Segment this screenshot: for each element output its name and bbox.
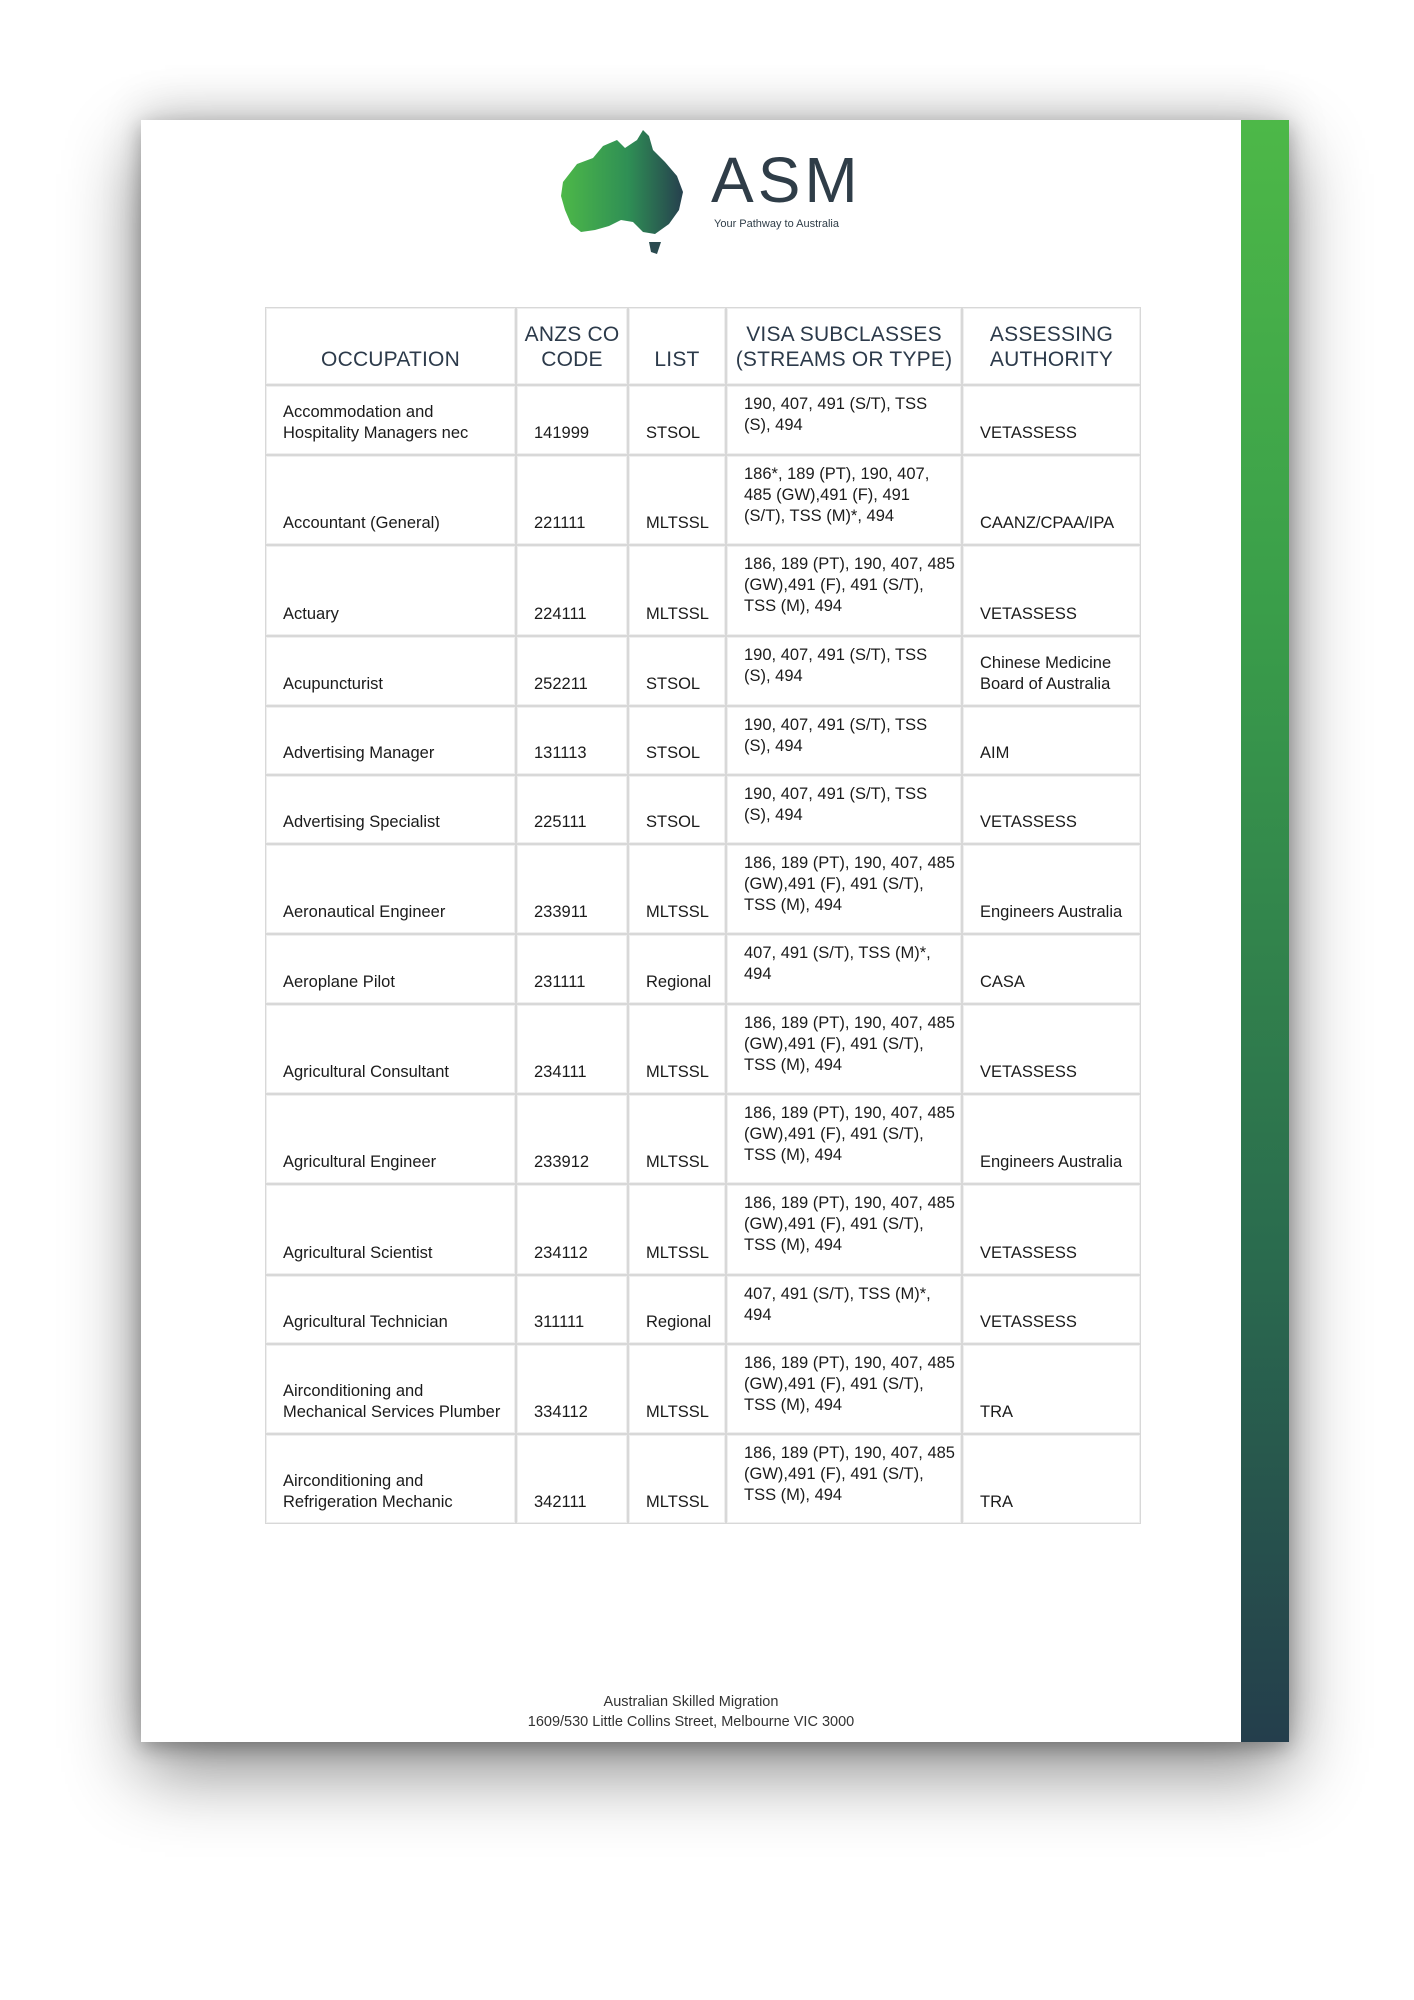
cell-code: 234112: [516, 1184, 628, 1275]
footer-address: 1609/530 Little Collins Street, Melbourne VIC 3000: [527, 1714, 855, 1730]
header-list: LIST: [628, 307, 726, 385]
table-row: [265, 775, 1141, 844]
asm-logo: [533, 124, 873, 278]
cell-occupation: Actuary: [265, 545, 516, 636]
cell-visa: 186, 189 (PT), 190, 407, 485 (GW),491 (F), 491 (S/T), TSS (M), 494: [726, 1184, 962, 1275]
cell-list: MLTSSL: [628, 1094, 726, 1184]
cell-code: 224111: [516, 545, 628, 636]
cell-code: 225111: [516, 775, 628, 844]
cell-visa: 190, 407, 491 (S/T), TSS (S), 494: [726, 385, 962, 455]
cell-list: Regional: [628, 934, 726, 1004]
cell-occupation: Agricultural Engineer: [265, 1094, 516, 1184]
cell-occupation: Aeroplane Pilot: [265, 934, 516, 1004]
cell-visa: 407, 491 (S/T), TSS (M)*, 494: [726, 1275, 962, 1344]
table-row: [265, 636, 1141, 706]
cell-code: 233911: [516, 844, 628, 934]
cell-authority: CASA: [962, 934, 1141, 1004]
cell-visa: 190, 407, 491 (S/T), TSS (S), 494: [726, 775, 962, 844]
cell-list: MLTSSL: [628, 844, 726, 934]
table-row: [265, 1184, 1141, 1275]
decorative-side-bar: [1241, 120, 1289, 1742]
table-row: [265, 1094, 1141, 1184]
header-occupation: OCCUPATION: [265, 307, 516, 385]
cell-occupation: Advertising Manager: [265, 706, 516, 775]
occupation-table: [265, 307, 1141, 1524]
cell-authority: CAANZ/CPAA/IPA: [962, 455, 1141, 545]
cell-authority: VETASSESS: [962, 385, 1141, 455]
cell-code: 233912: [516, 1094, 628, 1184]
table-row: [265, 1275, 1141, 1344]
header-code: ANZS CO CODE: [516, 307, 628, 385]
cell-code: 311111: [516, 1275, 628, 1344]
cell-occupation: Accountant (General): [265, 455, 516, 545]
cell-code: 231111: [516, 934, 628, 1004]
table-row: [265, 1434, 1141, 1524]
document-page: [141, 120, 1289, 1742]
page-footer: [141, 1692, 1241, 1732]
table-row: [265, 455, 1141, 545]
header-visa: VISA SUBCLASSES (STREAMS OR TYPE): [726, 307, 962, 385]
cell-occupation: Acupuncturist: [265, 636, 516, 706]
cell-occupation: Airconditioning and Refrigeration Mechanic: [265, 1434, 516, 1524]
cell-code: 141999: [516, 385, 628, 455]
cell-code: 342111: [516, 1434, 628, 1524]
cell-authority: Engineers Australia: [962, 844, 1141, 934]
cell-occupation: Aeronautical Engineer: [265, 844, 516, 934]
cell-authority: AIM: [962, 706, 1141, 775]
cell-authority: VETASSESS: [962, 1184, 1141, 1275]
cell-occupation: Advertising Specialist: [265, 775, 516, 844]
cell-list: STSOL: [628, 385, 726, 455]
cell-visa: 186, 189 (PT), 190, 407, 485 (GW),491 (F), 491 (S/T), TSS (M), 494: [726, 1344, 962, 1434]
cell-code: 131113: [516, 706, 628, 775]
cell-authority: VETASSESS: [962, 1275, 1141, 1344]
header-authority: ASSESSING AUTHORITY: [962, 307, 1141, 385]
table-row: [265, 1344, 1141, 1434]
cell-visa: 186, 189 (PT), 190, 407, 485 (GW),491 (F), 491 (S/T), TSS (M), 494: [726, 844, 962, 934]
cell-authority: TRA: [962, 1344, 1141, 1434]
cell-visa: 186, 189 (PT), 190, 407, 485 (GW),491 (F), 491 (S/T), TSS (M), 494: [726, 1094, 962, 1184]
cell-visa: 190, 407, 491 (S/T), TSS (S), 494: [726, 636, 962, 706]
cell-code: 221111: [516, 455, 628, 545]
table-row: [265, 545, 1141, 636]
cell-list: MLTSSL: [628, 455, 726, 545]
table-row: [265, 1004, 1141, 1094]
table-row: [265, 844, 1141, 934]
cell-list: MLTSSL: [628, 1184, 726, 1275]
cell-visa: 186*, 189 (PT), 190, 407, 485 (GW),491 (F), 491 (S/T), TSS (M)*, 494: [726, 455, 962, 545]
cell-authority: VETASSESS: [962, 545, 1141, 636]
table-row: [265, 934, 1141, 1004]
cell-occupation: Agricultural Scientist: [265, 1184, 516, 1275]
cell-list: STSOL: [628, 706, 726, 775]
australia-map-icon: [533, 124, 713, 278]
cell-code: 234111: [516, 1004, 628, 1094]
cell-authority: Engineers Australia: [962, 1094, 1141, 1184]
cell-occupation: Airconditioning and Mechanical Services Plumber: [265, 1344, 516, 1434]
cell-occupation: Agricultural Technician: [265, 1275, 516, 1344]
table-row: [265, 385, 1141, 455]
cell-occupation: Agricultural Consultant: [265, 1004, 516, 1094]
cell-list: STSOL: [628, 775, 726, 844]
cell-visa: 186, 189 (PT), 190, 407, 485 (GW),491 (F), 491 (S/T), TSS (M), 494: [726, 1434, 962, 1524]
footer-company: Australian Skilled Migration: [603, 1694, 779, 1710]
cell-list: Regional: [628, 1275, 726, 1344]
cell-authority: Chinese Medicine Board of Australia: [962, 636, 1141, 706]
cell-list: MLTSSL: [628, 1434, 726, 1524]
brand-tagline: Your Pathway to Australia: [714, 218, 839, 230]
cell-authority: VETASSESS: [962, 775, 1141, 844]
table-header-row: [265, 307, 1141, 385]
cell-authority: VETASSESS: [962, 1004, 1141, 1094]
cell-authority: TRA: [962, 1434, 1141, 1524]
cell-code: 334112: [516, 1344, 628, 1434]
cell-code: 252211: [516, 636, 628, 706]
table-row: [265, 706, 1141, 775]
cell-occupation: Accommodation and Hospitality Managers nec: [265, 385, 516, 455]
cell-visa: 186, 189 (PT), 190, 407, 485 (GW),491 (F), 491 (S/T), TSS (M), 494: [726, 545, 962, 636]
cell-list: MLTSSL: [628, 1344, 726, 1434]
brand-name: ASM: [711, 144, 862, 216]
cell-visa: 186, 189 (PT), 190, 407, 485 (GW),491 (F), 491 (S/T), TSS (M), 494: [726, 1004, 962, 1094]
cell-visa: 407, 491 (S/T), TSS (M)*, 494: [726, 934, 962, 1004]
cell-list: MLTSSL: [628, 1004, 726, 1094]
cell-visa: 190, 407, 491 (S/T), TSS (S), 494: [726, 706, 962, 775]
cell-list: MLTSSL: [628, 545, 726, 636]
cell-list: STSOL: [628, 636, 726, 706]
